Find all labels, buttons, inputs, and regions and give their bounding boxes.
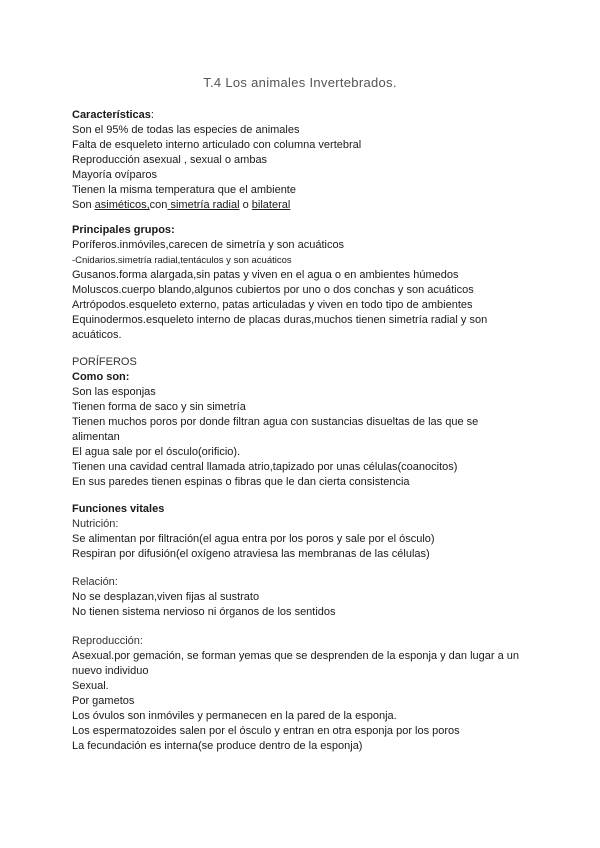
reproduccion-line: Por gametos (72, 695, 135, 707)
grupo-line: Moluscos.cuerpo blando,algunos cubiertos por uno o dos conchas y son acuáticos (72, 284, 474, 296)
caracteristicas-line: Falta de esqueleto interno articulado con columna vertebral (72, 139, 362, 151)
grupo-line: acuáticos. (72, 329, 122, 341)
grupo-line: -Cnidarios.simetría radial,tentáculos y son acuáticos (72, 255, 292, 266)
poriferos-line: Tienen forma de saco y sin simetría (72, 401, 246, 413)
caracteristicas-line: Son el 95% de todas las especies de animales (72, 124, 300, 136)
poriferos-line: Son las esponjas (72, 386, 156, 398)
reproduccion-line: nuevo individuo (72, 665, 149, 677)
grupo-line: Poríferos.inmóviles,carecen de simetría y son acuáticos (72, 239, 345, 251)
grupos-heading: Principales grupos: (72, 224, 175, 236)
nutricion-line: Se alimentan por filtración(el agua entra por los poros y sale por el ósculo) (72, 533, 435, 545)
caracteristicas-heading-colon: : (150, 109, 154, 121)
reproduccion-line: Los óvulos son inmóviles y permanecen en la pared de la esponja. (72, 710, 397, 722)
nutricion-label: Nutrición: (72, 518, 119, 530)
reproduccion-line: La fecundación es interna(se produce dentro de la esponja) (72, 740, 363, 752)
poriferos-line: Tienen una cavidad central llamada atrio,tapizado por unas células(coanocitos) (72, 461, 458, 473)
relacion-line: No se desplazan,viven fijas al sustrato (72, 591, 260, 603)
bilateral-word: bilateral (251, 199, 291, 211)
reproduccion-line: Sexual. (72, 680, 109, 692)
asimetricos-word: asiméticos, (94, 199, 150, 211)
simetria-line (72, 198, 512, 213)
reproduccion-section (72, 634, 520, 754)
reproduccion-label: Reproducción: (72, 635, 143, 647)
nutricion-line: Respiran por difusión(el oxígeno atraviesa las membranas de las células) (72, 548, 430, 560)
grupo-line: Equinodermos.esqueleto interno de placas duras,muchos tienen simetría radial y son (72, 314, 488, 326)
relacion-line: No tienen sistema nervioso ni órganos de los sentidos (72, 606, 336, 618)
relacion-label: Relación: (72, 576, 118, 588)
o-word: o (239, 199, 252, 211)
poriferos-section (72, 355, 512, 490)
reproduccion-line: Los espermatozoides salen por el ósculo y entran en otra esponja por los poros (72, 725, 460, 737)
con-word: con (149, 199, 168, 211)
caracteristicas-heading: Características (72, 109, 151, 121)
grupo-line: Gusanos.forma alargada,sin patas y viven en el agua o en ambientes húmedos (72, 269, 459, 281)
reproduccion-line: Asexual.por gemación, se forman yemas que se desprenden de la esponja y dan lugar a un (72, 650, 520, 662)
poriferos-line: En sus paredes tienen espinas o fibras que le dan cierta consistencia (72, 476, 410, 488)
caracteristicas-section (72, 108, 512, 213)
grupo-line: Artrópodos.esqueleto externo, patas articuladas y viven en todo tipo de ambientes (72, 299, 473, 311)
simetria-prefix: Son (72, 199, 95, 211)
caracteristicas-line: Tienen la misma temperatura que el ambiente (72, 184, 296, 196)
grupos-section (72, 223, 512, 343)
caracteristicas-heading-line (72, 108, 512, 123)
relacion-section (72, 575, 512, 620)
poriferos-section-title: PORÍFEROS (72, 356, 137, 368)
caracteristicas-line: Reproducción asexual , sexual o ambas (72, 154, 268, 166)
radial-word: simetría radial (167, 199, 240, 211)
poriferos-line: Tienen muchos poros por donde filtran agua con sustancias disueltas de las que se (72, 416, 479, 428)
caracteristicas-line: Mayoría ovíparos (72, 169, 157, 181)
poriferos-line: alimentan (72, 431, 120, 443)
document-title: T.4 Los animales Invertebrados. (203, 75, 397, 90)
como-son-heading: Como son: (72, 371, 130, 383)
funciones-heading: Funciones vitales (72, 503, 165, 515)
poriferos-line: El agua sale por el ósculo(orificio). (72, 446, 241, 458)
funciones-section (72, 502, 512, 562)
